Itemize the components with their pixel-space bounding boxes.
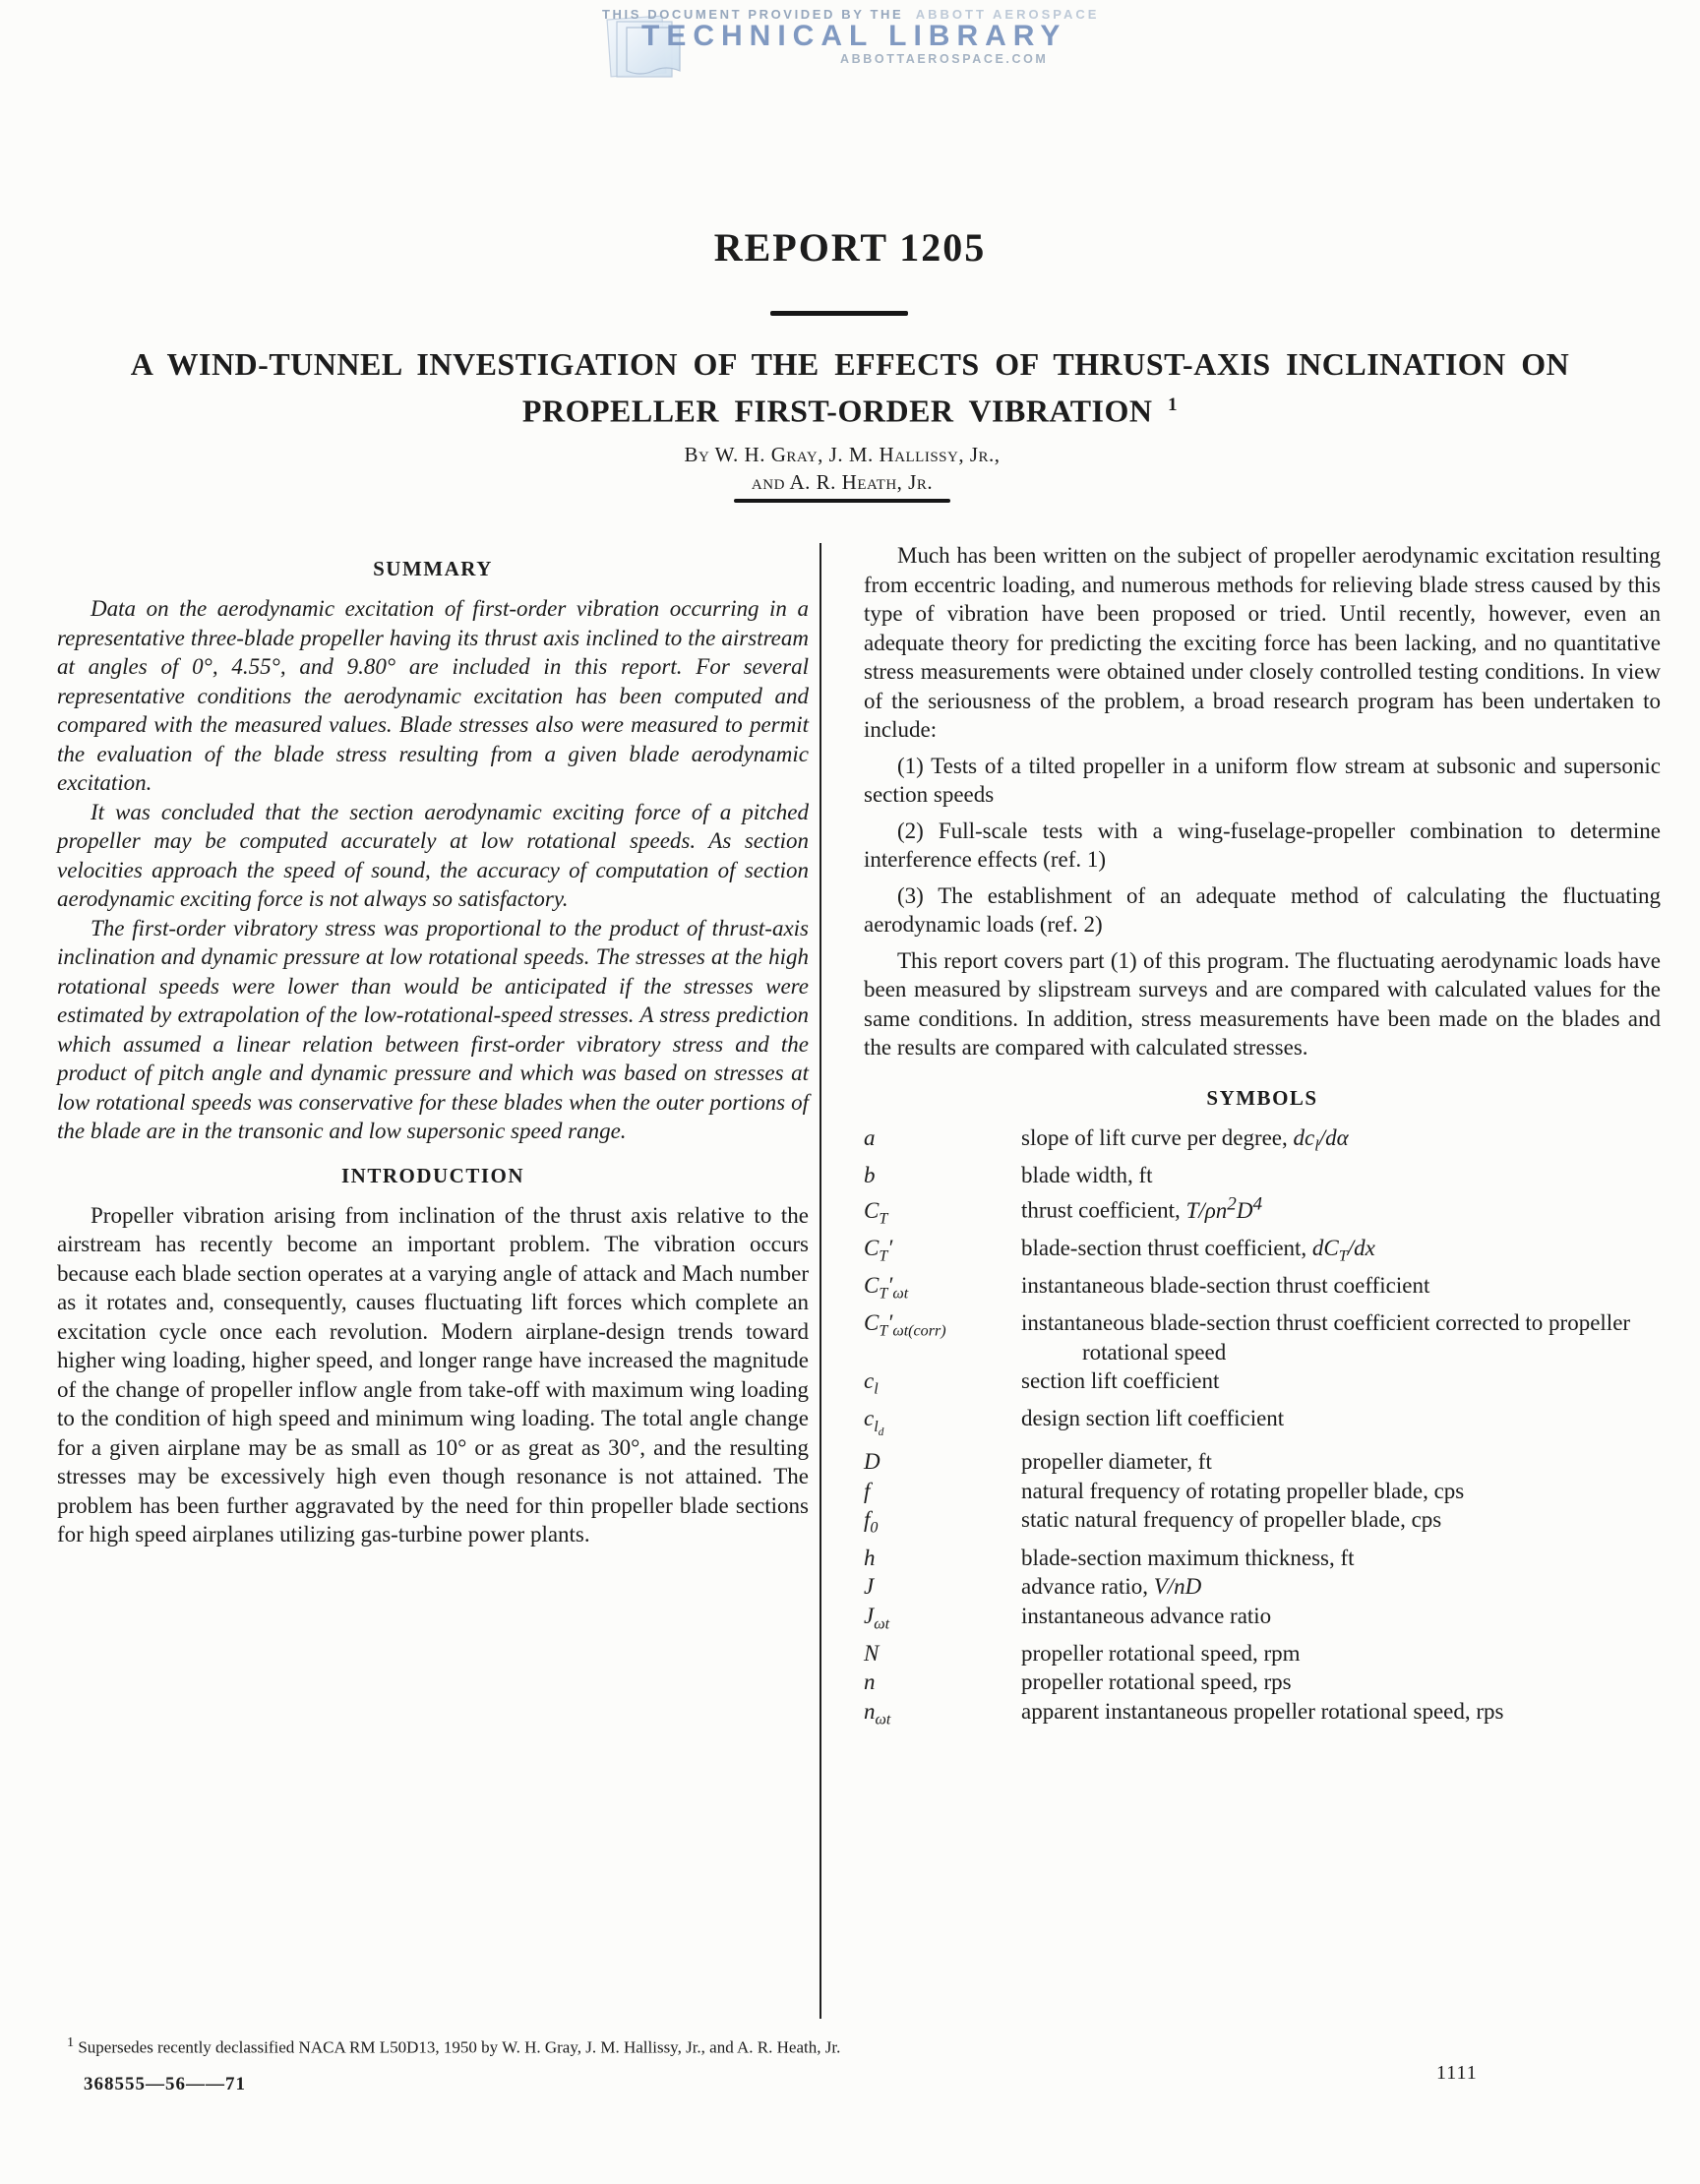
symbol-term: $c_{l_d}$ (864, 1406, 884, 1438)
symbol-definition: static natural frequency of propeller blade, cps (1021, 1507, 1442, 1533)
symbol-definition: propeller rotational speed, rps (1021, 1669, 1292, 1695)
byline-line1: By W. H. Gray, J. M. Hallissy, Jr., (684, 443, 1001, 466)
symbol-definition: natural frequency of rotating propeller blade, cps (1021, 1478, 1465, 1503)
symbol-row (864, 1123, 1661, 1161)
paper-title-line1: A WIND-TUNNEL INVESTIGATION OF THE EFFECTS OF THRUST-AXIS INCLINATION ON (130, 346, 1570, 382)
symbol-row (864, 1366, 1661, 1404)
symbol-definition: propeller diameter, ft (1021, 1449, 1212, 1475)
symbol-row (864, 1308, 1661, 1366)
paper-title (63, 344, 1637, 432)
page-number: 1111 (1436, 2062, 1478, 2084)
symbol-row (864, 1161, 1661, 1190)
symbol-term: $C_T'_{\omega t}$ (864, 1272, 909, 1303)
symbol-term: $C_T'$ (864, 1235, 893, 1265)
symbol-row (864, 1544, 1661, 1573)
introduction-section (57, 1201, 809, 1549)
symbol-row (864, 1697, 1661, 1734)
body-paragraph: This report covers part (1) of this program. The fluctuating aerodynamic loads have been measured by slipstream surveys and are compared with calculated values for the same conditions. In addition, stress measurements have been made on the blades and the results are compared with calculated stresses. (864, 947, 1661, 1060)
symbol-definition: instantaneous blade-section thrust coefficient corrected to propeller rotational speed (1021, 1310, 1631, 1365)
symbol-row (864, 1404, 1661, 1447)
watermark-site-url: ABBOTTAEROSPACE.COM (840, 52, 1049, 66)
symbol-term: $c_l$ (864, 1368, 879, 1398)
symbol-row (864, 1572, 1661, 1602)
paper-title-line2: PROPELLER FIRST-ORDER VIBRATION (521, 393, 1153, 429)
symbols-list (864, 1123, 1661, 1734)
symbol-definition: advance ratio, V/nD (1021, 1574, 1202, 1600)
top-divider-rule (770, 311, 908, 316)
symbol-definition: apparent instantaneous propeller rotational speed, rps (1021, 1698, 1504, 1724)
symbol-row (864, 1234, 1661, 1271)
symbol-term: f (864, 1478, 871, 1503)
symbol-row (864, 1477, 1661, 1506)
symbol-definition: blade width, ft (1021, 1162, 1153, 1187)
summary-section (57, 594, 809, 1146)
byline-divider-rule (734, 499, 950, 503)
program-list-item: (2) Full-scale tests with a wing-fuselage-propeller combination to determine interference effects (ref. 1) (864, 818, 1661, 872)
symbol-term: $f_0$ (864, 1507, 879, 1538)
symbol-row (864, 1447, 1661, 1477)
symbol-term: $C_T$ (864, 1197, 888, 1228)
report-number: REPORT 1205 (713, 225, 987, 270)
summary-paragraph: The first-order vibratory stress was proportional to the product of thrust-axis inclination and dynamic pressure at low rotational speeds. The stresses at the high rotational speeds were lower than would be anticipated if the stresses were estimated by extrapolation of the low-rotational-speed stresses. A stress prediction which assumed a linear relation between first-order vibratory stress and the product of pitch angle and dynamic pressure and which was based on stresses at low rotational speeds was conservative for these blades when the outer portions of the blade are in the transonic and low supersonic speed range. (57, 915, 809, 1143)
symbol-row (864, 1668, 1661, 1697)
body-paragraph: Much has been written on the subject of propeller aerodynamic excitation resulting from eccentric loading, and numerous methods for relieving blade stress caused by this type of vibration have been proposed or tried. Until recently, however, even an adequate theory for predicting the exciting force has been lacking, and no quantitative stress measurements were obtained under closely controlled testing conditions. In view of the seriousness of the problem, a broad research program has been undertaken to include: (864, 543, 1661, 742)
symbol-term: b (864, 1162, 876, 1187)
report-scope-section (864, 946, 1661, 1062)
symbol-definition: instantaneous blade-section thrust coefficient (1021, 1272, 1430, 1298)
program-list-item: (1) Tests of a tilted propeller in a uniform flow stream at subsonic and supersonic section speeds (864, 753, 1661, 807)
byline (0, 441, 1684, 496)
symbol-definition: propeller rotational speed, rpm (1021, 1640, 1301, 1666)
left-column (57, 539, 809, 1549)
symbol-definition: slope of lift curve per degree, $dc_l/d\alpha$ (1021, 1124, 1349, 1155)
symbol-term: J (864, 1574, 875, 1600)
summary-heading: SUMMARY (373, 557, 493, 580)
symbol-definition: blade-section thrust coefficient, $dC_T/dx$ (1021, 1235, 1375, 1265)
symbol-row (864, 1505, 1661, 1543)
introduction-heading: INTRODUCTION (340, 1163, 525, 1187)
symbol-row (864, 1189, 1661, 1234)
footnote (67, 2032, 1169, 2058)
title-footnote-marker: 1 (1167, 394, 1179, 415)
symbol-term: n (864, 1669, 876, 1695)
symbol-definition: instantaneous advance ratio (1021, 1603, 1272, 1628)
symbol-term: $J_{\omega t}$ (864, 1603, 890, 1633)
symbol-term: D (864, 1449, 880, 1475)
watermark-provided-text: THIS DOCUMENT PROVIDED BY THE (602, 7, 904, 22)
watermark-library-title: TECHNICAL LIBRARY (641, 20, 1067, 52)
column-divider-rule (820, 543, 821, 2019)
symbol-row (864, 1639, 1661, 1668)
background-section (864, 541, 1661, 745)
watermark-header (0, 0, 1700, 93)
program-list-item: (3) The establishment of an adequate method of calculating the fluctuating aerodynamic loads (ref. 2) (864, 882, 1661, 937)
symbol-definition: blade-section maximum thickness, ft (1021, 1545, 1355, 1570)
symbol-term: a (864, 1124, 876, 1150)
symbol-term: $C_T'_{\omega t(corr)}$ (864, 1310, 946, 1340)
symbol-row (864, 1271, 1661, 1308)
footnote-text: Supersedes recently declassified NACA RM L50D13, 1950 by W. H. Gray, J. M. Hallissy, Jr., and A. R. Heath, Jr. (78, 2037, 841, 2057)
symbols-heading: SYMBOLS (1206, 1085, 1318, 1110)
symbol-definition: design section lift coefficient (1021, 1406, 1285, 1431)
symbol-term: $n_{\omega t}$ (864, 1698, 891, 1729)
symbol-definition: section lift coefficient (1021, 1368, 1220, 1394)
introduction-paragraph: Propeller vibration arising from inclination of the thrust axis relative to the airstream has recently become an important problem. The vibration occurs because each blade section operates at a varying angle of attack and Mach number as it rotates and, consequently, causes fluctuating lift forces which complete an excitation cycle once each revolution. Modern airplane-design trends toward higher wing loading, higher speed, and longer range have increased the magnitude of the change of propeller inflow angle from take-off with maximum wing loading to the condition of high speed and minimum wing loading. The total angle change for a given airplane may be as small as 10° or as great as 30°, and the resulting stresses may be excessively high even though resonance is not attained. The problem has been further aggravated by the need for thin propeller blade sections for high speed airplanes utilizing gas-turbine power plants. (57, 1202, 809, 1547)
summary-paragraph: It was concluded that the section aerodynamic exciting force of a pitched propeller may be computed accurately at low rotational speeds. As section velocities approach the speed of sound, the accuracy of computation of section aerodynamic exciting force is not always so satisfactory. (57, 799, 809, 911)
right-column (864, 539, 1661, 1734)
watermark-brand-text: ABBOTT AEROSPACE (915, 7, 1100, 22)
print-code: 368555—56——71 (84, 2074, 246, 2094)
summary-paragraph: Data on the aerodynamic excitation of first-order vibration occurring in a representative three-blade propeller having its thrust axis inclined to the airstream at angles of 0°, 4.55°, and 9.80° are included in this report. For several representative conditions the aerodynamic excitation has been computed and compared with the measured values. Blade stresses also were measured to permit the evaluation of the blade stress resulting from a given blade aerodynamic excitation. (57, 596, 809, 795)
byline-line2: and A. R. Heath, Jr. (751, 470, 934, 494)
footnote-marker: 1 (67, 2034, 75, 2050)
symbol-row (864, 1602, 1661, 1639)
symbol-term: N (864, 1640, 880, 1666)
symbol-definition: thrust coefficient, $T/\rho n^2D^4$ (1021, 1193, 1263, 1223)
research-program-list (864, 752, 1661, 940)
symbol-term: h (864, 1545, 876, 1570)
